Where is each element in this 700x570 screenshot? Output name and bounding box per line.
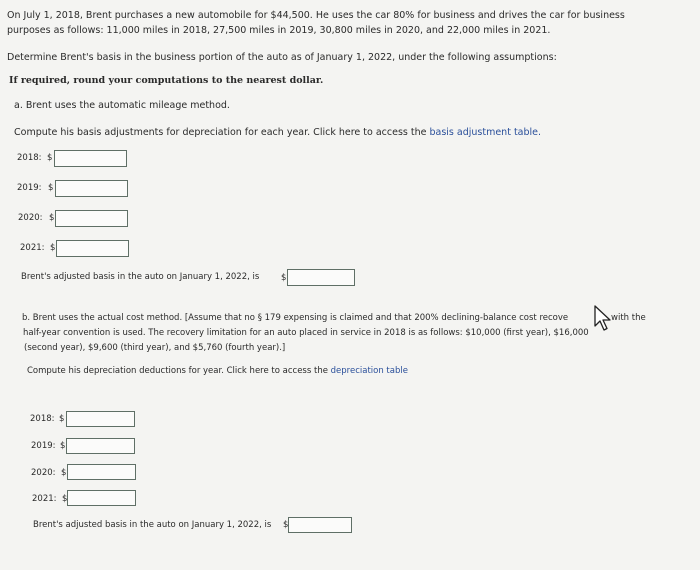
part-b-line-3: (second year), $9,600 (third year), and $5,760 (fourth year).] xyxy=(24,343,286,353)
part-b-row-2018-label: 2018: xyxy=(30,414,55,424)
part-b-row-2020-label: 2020: xyxy=(31,468,56,478)
part-a-adjusted-currency: $ xyxy=(281,273,287,283)
part-a-adjusted-basis-label: Brent's adjusted basis in the auto on January 1, 2022, is xyxy=(21,272,260,282)
part-b-row-2019-label: 2019: xyxy=(31,441,56,451)
part-a-title: a. Brent uses the automatic mileage method. xyxy=(14,100,230,111)
part-b-instruction xyxy=(27,366,408,376)
problem-line-1: On July 1, 2018, Brent purchases a new automobile for $44,500. He uses the car 80% for business and drives the car for business xyxy=(7,10,625,21)
part-b-row-2020-currency: $ xyxy=(61,468,67,478)
depreciation-table-link[interactable]: depreciation table xyxy=(330,366,408,376)
part-a-2021-input[interactable] xyxy=(56,240,129,257)
rounding-instruction: If required, round your computations to the nearest dollar. xyxy=(9,75,324,86)
part-b-row-2021-currency: $ xyxy=(62,494,68,504)
part-b-line-2: half-year convention is used. The recovery limitation for an auto placed in service in 2018 is as follows: $10,000 (first year), $16,000 xyxy=(23,328,589,338)
part-a-2019-input[interactable] xyxy=(55,180,128,197)
part-b-2019-input[interactable] xyxy=(66,438,135,454)
part-a-instruction-text: Compute his basis adjustments for depreciation for each year. Click here to access the xyxy=(14,127,427,138)
part-b-row-2021-label: 2021: xyxy=(32,494,57,504)
mouse-pointer-icon xyxy=(592,304,614,332)
part-a-row-2019-currency: $ xyxy=(48,183,54,193)
part-b-adjusted-basis-label: Brent's adjusted basis in the auto on January 1, 2022, is xyxy=(33,520,272,530)
part-b-line-1: b. Brent uses the actual cost method. [Assume that no § 179 expensing is claimed and that 200% declining-balance cost recove xyxy=(22,313,569,323)
part-a-2018-input[interactable] xyxy=(54,150,127,167)
part-a-row-2020-currency: $ xyxy=(49,213,55,223)
part-b-adjusted-currency: $ xyxy=(283,520,289,530)
part-a-adjusted-basis-input[interactable] xyxy=(287,269,355,286)
part-a-row-2021-currency: $ xyxy=(50,243,56,253)
part-a-row-2019-label: 2019: xyxy=(17,183,42,193)
part-b-2018-input[interactable] xyxy=(66,411,135,427)
part-b-instruction-text: Compute his depreciation deductions for year. Click here to access the xyxy=(27,366,328,376)
part-b-row-2018-currency: $ xyxy=(59,414,65,424)
part-a-2020-input[interactable] xyxy=(55,210,128,227)
part-a-row-2021-label: 2021: xyxy=(20,243,45,253)
part-b-row-2019-currency: $ xyxy=(60,441,66,451)
part-a-row-2018-currency: $ xyxy=(47,153,53,163)
determine-text: Determine Brent's basis in the business portion of the auto as of January 1, 2022, under the following assumptions: xyxy=(7,52,557,63)
part-b-2020-input[interactable] xyxy=(67,464,136,480)
basis-adjustment-table-link[interactable]: basis adjustment table. xyxy=(429,127,542,138)
problem-line-2: purposes as follows: 11,000 miles in 2018, 27,500 miles in 2019, 30,800 miles in 2020, and 22,000 miles in 2021. xyxy=(7,25,551,36)
part-b-line-1-end: with the xyxy=(611,313,646,323)
part-b-adjusted-basis-input[interactable] xyxy=(288,517,352,533)
part-b-2021-input[interactable] xyxy=(67,490,136,506)
part-a-instruction xyxy=(14,126,541,139)
part-a-row-2018-label: 2018: xyxy=(17,153,42,163)
part-a-row-2020-label: 2020: xyxy=(18,213,43,223)
